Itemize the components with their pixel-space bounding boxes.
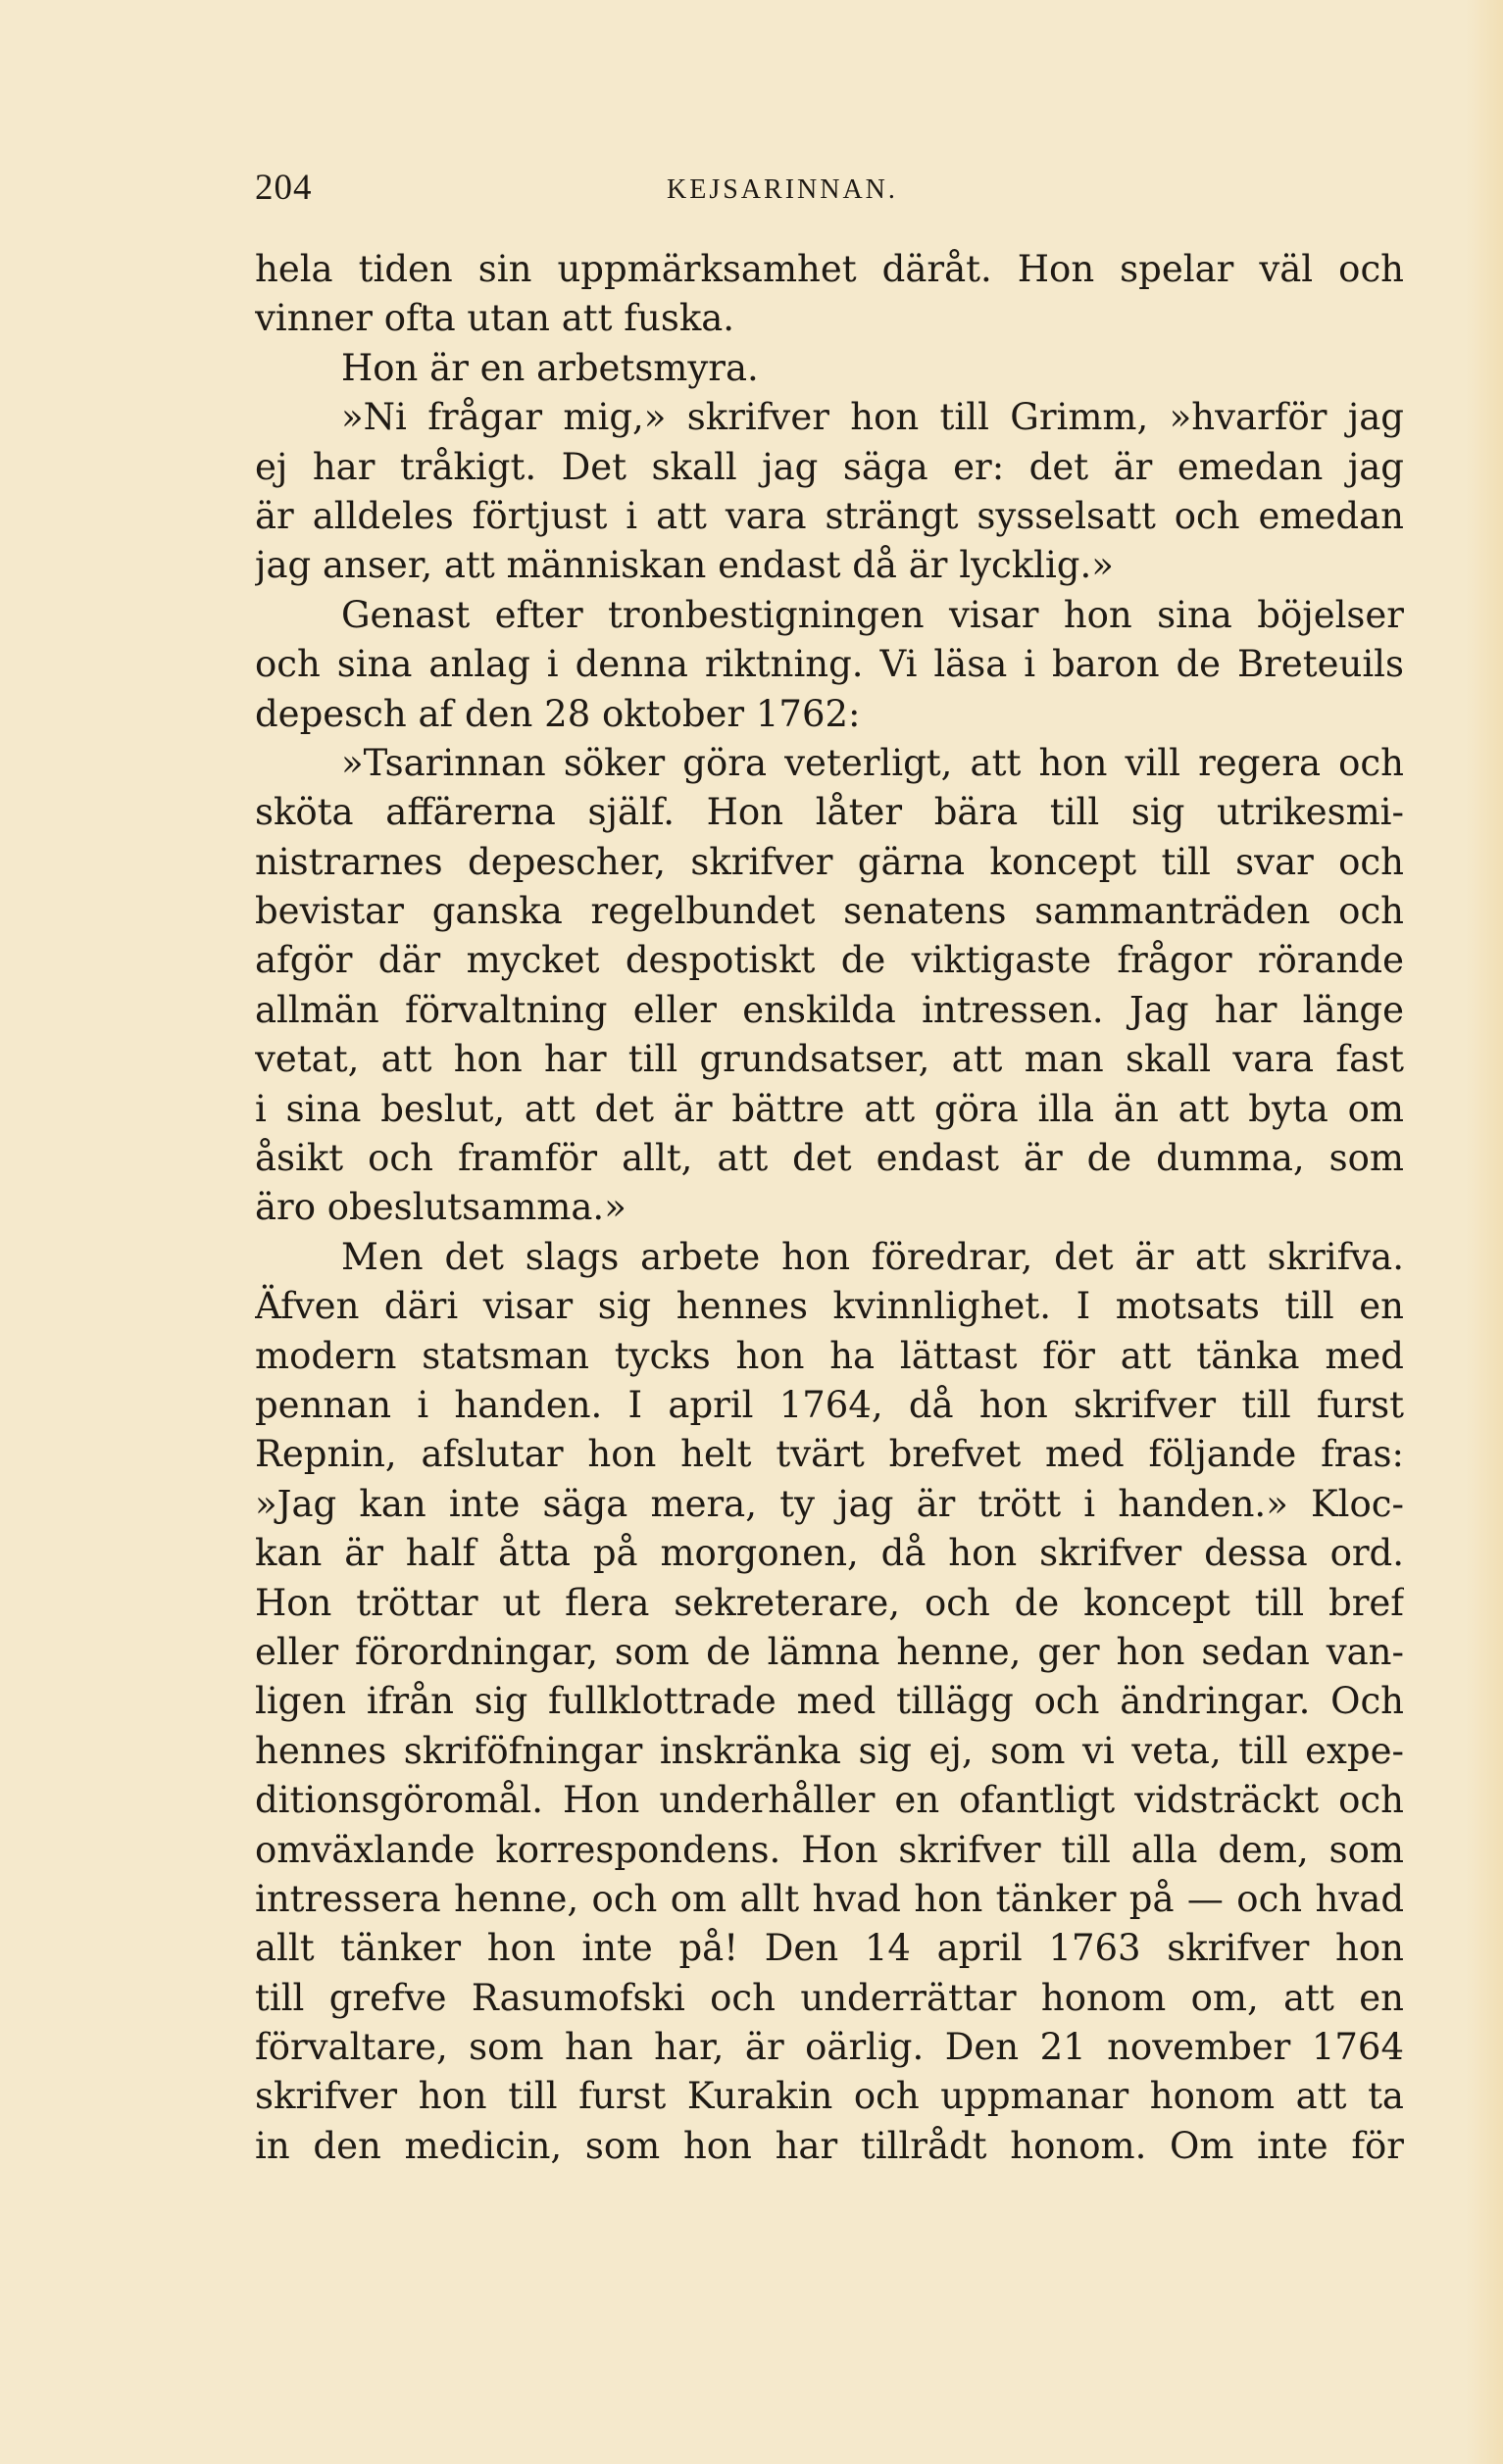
text-line: i sina beslut, att det är bättre att göra illa än att byta om bbox=[255, 1087, 1404, 1130]
text-line: eller förordningar, som de lämna henne, ger hon sedan van- bbox=[255, 1630, 1404, 1673]
page-number: 204 bbox=[255, 168, 313, 208]
text-line: intressera henne, och om allt hvad hon tänker på — och hvad bbox=[255, 1877, 1404, 1920]
text-line: »Ni frågar mig,» skrifver hon till Grimm, »hvarför jag bbox=[341, 396, 1404, 439]
text-line: allt tänker hon inte på! Den 14 april 1763 skrifver hon bbox=[255, 1927, 1404, 1970]
text-line: »Jag kan inte säga mera, ty jag är trött i handen.» Kloc- bbox=[255, 1482, 1404, 1525]
text-line: ligen ifrån sig fullklottrade med tillägg och ändringar. Och bbox=[255, 1680, 1404, 1723]
text-line: till grefve Rasumofski och underrättar honom om, att en bbox=[255, 1976, 1404, 2019]
text-line: äro obeslutsamma.» bbox=[255, 1186, 626, 1229]
text-line: skrifver hon till furst Kurakin och uppmanar honom att ta bbox=[255, 2075, 1404, 2118]
text-line: Genast efter tronbestigningen visar hon sina böjelser bbox=[341, 593, 1404, 636]
text-line: »Tsarinnan söker göra veterligt, att hon vill regera och bbox=[341, 741, 1404, 784]
text-line: Hon är en arbetsmyra. bbox=[341, 346, 759, 389]
text-line: Repnin, afslutar hon helt tvärt brefvet med följande fras: bbox=[255, 1433, 1404, 1476]
text-line: är alldeles förtjust i att vara strängt sysselsatt och emedan bbox=[255, 494, 1404, 537]
text-line: bevistar ganska regelbundet senatens sammanträden och bbox=[255, 890, 1404, 933]
text-line: in den medicin, som hon har tillrådt honom. Om inte för bbox=[255, 2124, 1404, 2167]
text-line: Hon tröttar ut flera sekreterare, och de koncept till bref bbox=[255, 1581, 1404, 1624]
text-line: ej har tråkigt. Det skall jag säga er: det är emedan jag bbox=[255, 445, 1404, 488]
page-header bbox=[255, 167, 1402, 225]
text-line: omväxlande korrespondens. Hon skrifver till alla dem, som bbox=[255, 1828, 1404, 1871]
text-line: och sina anlag i denna riktning. Vi läsa i baron de Breteuils bbox=[255, 643, 1404, 686]
text-line: hennes skriföfningar inskränka sig ej, som vi veta, till expe- bbox=[255, 1729, 1404, 1772]
page-edge-shading bbox=[1466, 0, 1503, 2464]
text-line: kan är half åtta på morgonen, då hon skrifver dessa ord. bbox=[255, 1532, 1404, 1575]
text-line: vinner ofta utan att fuska. bbox=[255, 297, 735, 340]
text-line: nistrarnes depescher, skrifver gärna koncept till svar och bbox=[255, 840, 1404, 883]
text-line: ditionsgöromål. Hon underhåller en ofantligt vidsträckt och bbox=[255, 1779, 1404, 1822]
text-line: hela tiden sin uppmärksamhet däråt. Hon spelar väl och bbox=[255, 248, 1404, 290]
text-line: sköta affärerna själf. Hon låter bära till sig utrikesmi- bbox=[255, 791, 1404, 834]
text-line: depesch af den 28 oktober 1762: bbox=[255, 692, 861, 735]
text-line: åsikt och framför allt, att det endast är de dumma, som bbox=[255, 1137, 1404, 1180]
running-title: KEJSARINNAN. bbox=[667, 174, 898, 205]
text-line: modern statsman tycks hon ha lättast för att tänka med bbox=[255, 1334, 1404, 1377]
text-line: pennan i handen. I april 1764, då hon skrifver till furst bbox=[255, 1383, 1404, 1426]
body-text bbox=[255, 245, 1404, 2171]
text-line: Äfven däri visar sig hennes kvinnlighet. I motsats till en bbox=[255, 1285, 1404, 1328]
text-line: vetat, att hon har till grundsatser, att man skall vara fast bbox=[255, 1038, 1404, 1081]
text-line: förvaltare, som han har, är oärlig. Den 21 november 1764 bbox=[255, 2026, 1404, 2069]
text-line: allmän förvaltning eller enskilda intressen. Jag har länge bbox=[255, 988, 1404, 1031]
text-line: afgör där mycket despotiskt de viktigaste frågor rörande bbox=[255, 939, 1404, 982]
text-line: Men det slags arbete hon föredrar, det är att skrifva. bbox=[341, 1235, 1404, 1278]
text-line: jag anser, att människan endast då är lycklig.» bbox=[255, 544, 1114, 587]
